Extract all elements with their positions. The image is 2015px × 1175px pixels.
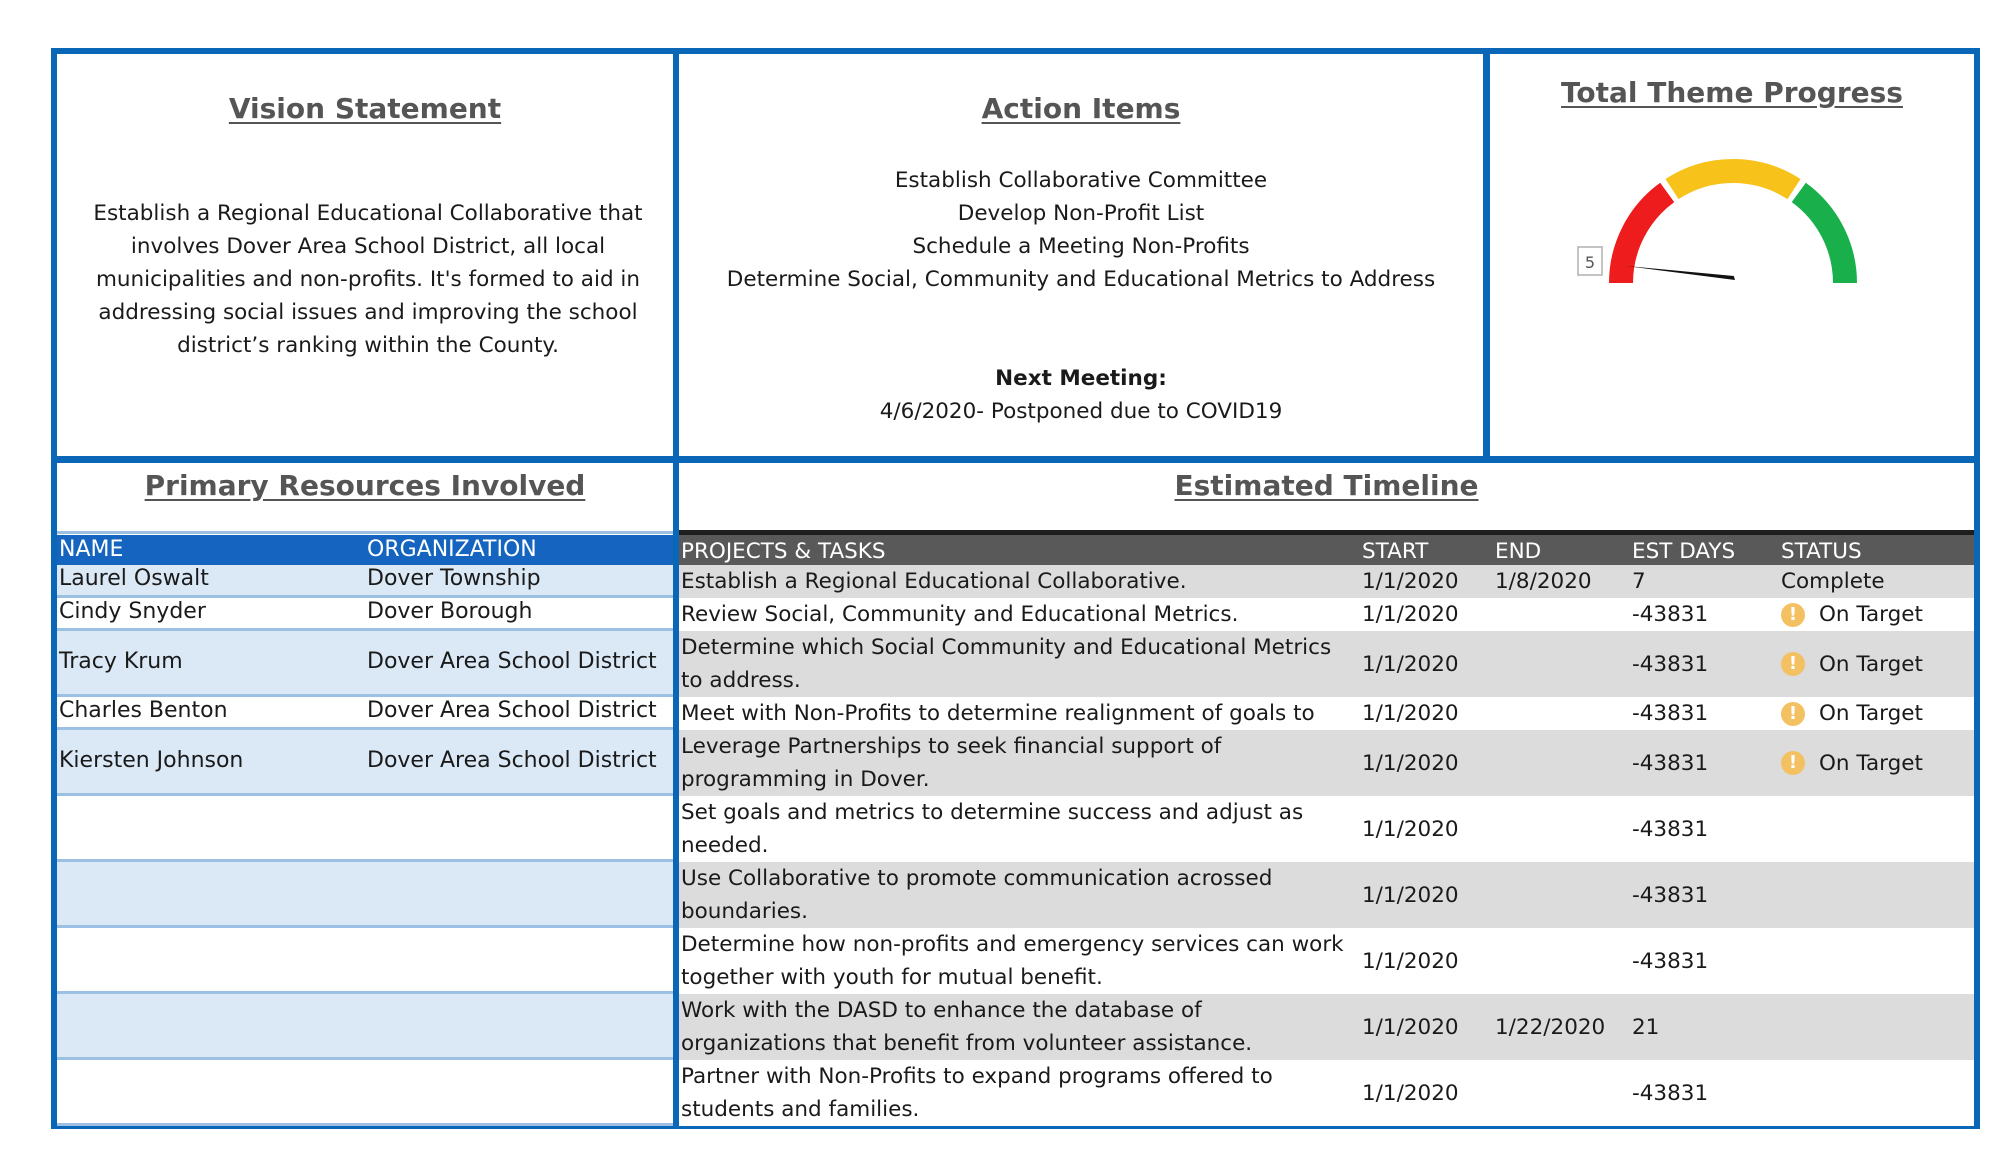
vision-title: Vision Statement	[228, 92, 502, 125]
timeline-task: Meet with Non-Profits to determine realignment of goals to	[681, 701, 1315, 726]
action-item: Determine Social, Community and Educational Metrics to Address	[726, 267, 1436, 292]
timeline-days: -43831	[1632, 882, 1709, 908]
timeline-days: -43831	[1632, 1080, 1709, 1106]
resources-header-name: NAME	[59, 537, 124, 562]
timeline-task: Use Collaborative to promote communication acrossed boundaries.	[681, 866, 1273, 924]
resource-row	[57, 631, 673, 697]
timeline-task: Partner with Non-Profits to expand programs offered to students and families.	[681, 1064, 1273, 1122]
timeline-end: 1/8/2020	[1495, 569, 1592, 594]
timeline-days: -43831	[1632, 948, 1709, 974]
timeline-row	[679, 565, 1974, 598]
timeline-row	[679, 796, 1974, 862]
timeline-row	[679, 994, 1974, 1060]
timeline-start: 1/1/2020	[1362, 882, 1459, 908]
timeline-row	[679, 697, 1974, 730]
resource-row	[57, 994, 673, 1060]
vision-text: Establish a Regional Educational Collaborative that involves Dover Area School District, all local municipalities and non-profits. It's formed to aid in addressing social issues and improving the school district’s ranking within the County.	[93, 201, 643, 358]
vision-panel	[51, 48, 679, 462]
action-item: Schedule a Meeting Non-Profits	[912, 234, 1250, 259]
resource-name: Tracy Krum	[59, 648, 183, 674]
timeline-status: On Target	[1819, 602, 1923, 627]
timeline-status: On Target	[1819, 750, 1923, 776]
resource-organization: Dover Area School District	[367, 698, 657, 723]
action-item: Develop Non-Profit List	[957, 201, 1205, 226]
resource-name: Laurel Oswalt	[59, 566, 209, 591]
action-items-title: Action Items	[981, 92, 1181, 125]
timeline-row	[679, 928, 1974, 994]
action-items-panel	[673, 48, 1489, 462]
resources-panel	[51, 457, 679, 1129]
timeline-header-end: END	[1495, 539, 1542, 564]
timeline-days: -43831	[1632, 750, 1709, 776]
next-meeting-label: Next Meeting:	[995, 366, 1167, 391]
timeline-start: 1/1/2020	[1362, 1014, 1459, 1040]
timeline-row	[679, 862, 1974, 928]
timeline-status: On Target	[1819, 701, 1923, 726]
timeline-task: Review Social, Community and Educational Metrics.	[681, 602, 1239, 627]
resource-organization: Dover Area School District	[367, 747, 657, 773]
resource-organization: Dover Township	[367, 566, 541, 591]
timeline-days: 7	[1632, 569, 1646, 594]
timeline-status: On Target	[1819, 651, 1923, 677]
action-items-list	[679, 164, 1483, 296]
timeline-start: 1/1/2020	[1362, 651, 1459, 677]
resource-name: Cindy Snyder	[59, 599, 206, 624]
resource-row	[57, 598, 673, 631]
timeline-header-row	[679, 530, 1974, 565]
timeline-task: Set goals and metrics to determine success and adjust as needed.	[681, 800, 1304, 858]
timeline-row	[679, 730, 1974, 796]
gauge-needle	[1624, 266, 1735, 280]
resource-row	[57, 796, 673, 862]
gauge-value-label: 5	[1584, 253, 1596, 272]
timeline-task: Determine which Social Community and Educational Metrics to address.	[681, 635, 1332, 693]
resource-row	[57, 697, 673, 730]
timeline-header-days: EST DAYS	[1632, 539, 1736, 564]
timeline-days: -43831	[1632, 816, 1709, 842]
timeline-header-status: STATUS	[1781, 539, 1862, 564]
warning-icon: !	[1781, 702, 1805, 726]
timeline-start: 1/1/2020	[1362, 816, 1459, 842]
resources-header-row	[57, 535, 673, 565]
resources-header-organization: ORGANIZATION	[367, 537, 537, 562]
timeline-days: -43831	[1632, 701, 1709, 726]
timeline-start: 1/1/2020	[1362, 948, 1459, 974]
timeline-row	[679, 631, 1974, 697]
timeline-end: 1/22/2020	[1495, 1014, 1606, 1040]
action-item: Establish Collaborative Committee	[894, 168, 1268, 193]
timeline-task: Leverage Partnerships to seek financial support of programming in Dover.	[681, 734, 1222, 792]
resource-organization: Dover Borough	[367, 599, 533, 624]
timeline-days: -43831	[1632, 651, 1709, 677]
warning-icon: !	[1781, 603, 1805, 627]
gauge-green-segment	[1799, 192, 1845, 283]
timeline-start: 1/1/2020	[1362, 750, 1459, 776]
timeline-days: 21	[1632, 1014, 1660, 1040]
theme-progress-title: Total Theme Progress	[1561, 76, 1903, 109]
timeline-row	[679, 598, 1974, 631]
timeline-header-task: PROJECTS & TASKS	[681, 539, 886, 564]
resources-divider	[57, 531, 673, 534]
resource-row	[57, 565, 673, 598]
resource-row	[57, 928, 673, 994]
next-meeting-value: 4/6/2020- Postponed due to COVID19	[879, 399, 1283, 424]
timeline-header-start: START	[1362, 539, 1429, 564]
progress-gauge	[1490, 54, 1974, 456]
warning-icon: !	[1781, 751, 1805, 775]
resource-organization: Dover Area School District	[367, 648, 657, 674]
resources-title: Primary Resources Involved	[144, 469, 586, 502]
gauge-yellow-segment	[1672, 171, 1794, 189]
timeline-start: 1/1/2020	[1362, 701, 1459, 726]
resource-row	[57, 730, 673, 796]
timeline-task: Determine how non-profits and emergency services can work together with youth for mutual benefit.	[681, 932, 1344, 990]
timeline-task: Work with the DASD to enhance the database of organizations that benefit from volunteer assistance.	[681, 998, 1253, 1056]
timeline-row	[679, 1060, 1974, 1126]
timeline-days: -43831	[1632, 602, 1709, 627]
resource-row	[57, 862, 673, 928]
timeline-start: 1/1/2020	[1362, 569, 1459, 594]
timeline-title: Estimated Timeline	[1174, 469, 1479, 502]
timeline-start: 1/1/2020	[1362, 602, 1459, 627]
resource-name: Kiersten Johnson	[59, 747, 244, 773]
theme-progress-panel	[1484, 48, 1980, 462]
timeline-task: Establish a Regional Educational Collaborative.	[681, 569, 1187, 594]
resource-name: Charles Benton	[59, 698, 228, 723]
timeline-panel	[673, 457, 1980, 1129]
timeline-start: 1/1/2020	[1362, 1080, 1459, 1106]
timeline-status: Complete	[1781, 569, 1885, 594]
resource-row	[57, 1060, 673, 1126]
warning-icon: !	[1781, 652, 1805, 676]
